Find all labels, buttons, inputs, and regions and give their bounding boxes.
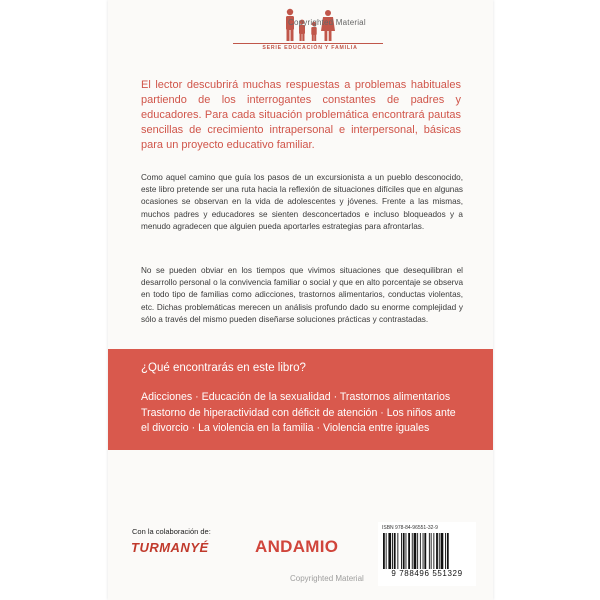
collaboration-label: Con la colaboración de: — [132, 527, 211, 536]
bottom-watermark: Copyrighted Material — [290, 574, 364, 583]
intro-text: El lector descubrirá muchas respuestas a problemas habituales partiendo de los interrogantes constantes de padres y educadores. Para cada situación problemática encontrará pautas sencillas de crecimiento intrapersonal e interpersonal, básicas para un proyecto educativo familiar. — [141, 79, 461, 151]
body-paragraph-1: Como aquel camino que guía los pasos de un excursionista a un pueblo desconocido, este libro pretende ser una ruta hacia la reflexión de situaciones difíciles que en algunas ocasiones se observan en la vida de adolescentes y jóvenes. Frente a las mismas, muchos padres y educadores se sienten desconcertados e incluso bloqueados y a menudo agradecen que alguien pueda aportarles estrategias para afrontarlas. — [141, 173, 463, 231]
publisher-logo: ANDAMIO — [255, 537, 339, 556]
isbn-digits: 9 788496 551329 — [391, 569, 463, 578]
body-paragraph-2: No se pueden obviar en los tiempos que vivimos situaciones que desequilibran el desarrollo personal o la convivencia familiar o social y que en alto porcentaje se observa en todo tipo de familias como adicciones, trastornos alimentarios, conductas violentas, etc. Dichas problemáticas merecen un análisis profundo dado su enorme complejidad y sólo a través del mismo pueden diseñarse soluciones prácticas y contrastadas. — [141, 266, 463, 324]
barcode-icon — [382, 533, 472, 569]
copyright-watermark: Copyrighted Material — [288, 18, 366, 27]
series-divider — [233, 43, 383, 44]
topics-list: Adicciones · Educación de la sexualidad · Trastornos alimentarios Trastorno de hiperactividad con déficit de atención · Los niños ante el divorcio · La violencia en la familia · Violencia entre iguales — [141, 391, 456, 434]
partner-logo: TURMANYÉ — [131, 540, 209, 555]
series-name: SERIE EDUCACIÓN Y FAMILIA — [262, 45, 358, 51]
topics-title: ¿Qué encontrarás en este libro? — [141, 362, 306, 374]
isbn-label: ISBN 978-84-96551-32-9 — [382, 525, 438, 531]
